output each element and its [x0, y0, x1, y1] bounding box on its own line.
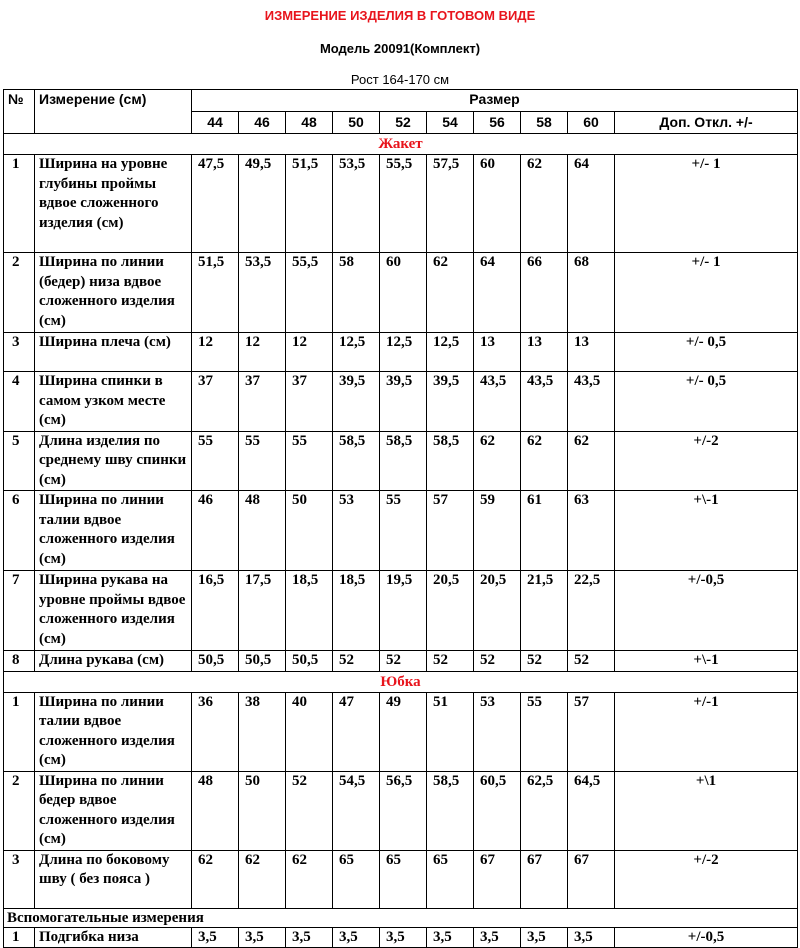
- measurement-value: 59: [474, 491, 521, 571]
- row-number: 3: [4, 333, 35, 372]
- tolerance-value: +/-0,5: [615, 571, 798, 651]
- measurement-value: 38: [239, 692, 286, 771]
- measurement-name: Ширина по линии (бедер) низа вдвое сложенного изделия (см): [35, 253, 192, 333]
- measurement-value: 68: [568, 253, 615, 333]
- measurement-value: 37: [239, 372, 286, 432]
- measurement-value: 47: [333, 692, 380, 771]
- measurement-value: 60: [380, 253, 427, 333]
- tolerance-value: +\-1: [615, 491, 798, 571]
- row-number: 2: [4, 771, 35, 850]
- measurement-value: 43,5: [568, 372, 615, 432]
- measurement-value: 12: [286, 333, 333, 372]
- table-row: [4, 571, 798, 651]
- size-header: 50: [333, 112, 380, 134]
- measurement-value: 60: [474, 155, 521, 253]
- column-header-no: №: [4, 90, 35, 134]
- size-header: 58: [521, 112, 568, 134]
- measurement-value: 3,5: [333, 927, 380, 948]
- measurement-value: 55,5: [286, 253, 333, 333]
- measurement-value: 3,5: [239, 927, 286, 948]
- measurement-value: 67: [568, 850, 615, 908]
- measurement-value: 47,5: [192, 155, 239, 253]
- measurement-value: 56,5: [380, 771, 427, 850]
- tolerance-value: +/-1: [615, 692, 798, 771]
- measurement-value: 62,5: [521, 771, 568, 850]
- measurement-value: 52: [521, 651, 568, 672]
- measurement-value: 64: [568, 155, 615, 253]
- measurement-value: 3,5: [474, 927, 521, 948]
- size-header: 52: [380, 112, 427, 134]
- measurement-value: 62: [568, 431, 615, 491]
- tolerance-value: +/-2: [615, 850, 798, 908]
- table-row: [4, 771, 798, 850]
- measurement-value: 52: [286, 771, 333, 850]
- measurement-value: 50,5: [239, 651, 286, 672]
- measurement-name: Ширина по линии талии вдвое сложенного изделия (см): [35, 491, 192, 571]
- measurement-value: 58,5: [427, 431, 474, 491]
- size-header: 44: [192, 112, 239, 134]
- row-number: 1: [4, 927, 35, 948]
- measurement-value: 55: [192, 431, 239, 491]
- measurement-value: 39,5: [427, 372, 474, 432]
- measurement-name: Ширина на уровне глубины проймы вдвое сложенного изделия (см): [35, 155, 192, 253]
- measurement-value: 58,5: [427, 771, 474, 850]
- size-header: 56: [474, 112, 521, 134]
- measurement-value: 12,5: [333, 333, 380, 372]
- measurement-value: 52: [568, 651, 615, 672]
- measurement-value: 50: [286, 491, 333, 571]
- measurement-value: 39,5: [333, 372, 380, 432]
- measurement-value: 65: [427, 850, 474, 908]
- table-row: [4, 253, 798, 333]
- table-row: [4, 491, 798, 571]
- row-number: 2: [4, 253, 35, 333]
- measurement-value: 64: [474, 253, 521, 333]
- measurement-value: 51,5: [192, 253, 239, 333]
- measurement-value: 65: [333, 850, 380, 908]
- table-row: [4, 372, 798, 432]
- tolerance-value: +\1: [615, 771, 798, 850]
- table-row: [4, 333, 798, 372]
- row-number: 4: [4, 372, 35, 432]
- table-row: [4, 651, 798, 672]
- measurement-value: 3,5: [192, 927, 239, 948]
- measurement-value: 3,5: [521, 927, 568, 948]
- measurement-name: Ширина по линии бедер вдвое сложенного изделия (см): [35, 771, 192, 850]
- measurement-value: 16,5: [192, 571, 239, 651]
- measurement-value: 18,5: [286, 571, 333, 651]
- size-header: 48: [286, 112, 333, 134]
- size-header: 54: [427, 112, 474, 134]
- measurement-value: 3,5: [427, 927, 474, 948]
- measurement-value: 52: [333, 651, 380, 672]
- measurement-value: 62: [427, 253, 474, 333]
- measurement-value: 50: [239, 771, 286, 850]
- measurement-value: 48: [239, 491, 286, 571]
- section-title: Жакет: [4, 134, 798, 155]
- measurement-value: 48: [192, 771, 239, 850]
- measurement-value: 52: [427, 651, 474, 672]
- measurement-value: 20,5: [427, 571, 474, 651]
- measurement-value: 55: [286, 431, 333, 491]
- measurement-table: [3, 89, 798, 948]
- measurement-value: 57: [427, 491, 474, 571]
- measurement-value: 39,5: [380, 372, 427, 432]
- aux-table-row: [4, 927, 798, 948]
- measurement-value: 58: [333, 253, 380, 333]
- measurement-value: 57: [568, 692, 615, 771]
- measurement-name: Ширина плеча (см): [35, 333, 192, 372]
- measurement-value: 37: [192, 372, 239, 432]
- table-row: [4, 431, 798, 491]
- measurement-value: 62: [286, 850, 333, 908]
- measurement-value: 53,5: [239, 253, 286, 333]
- measurement-value: 13: [474, 333, 521, 372]
- measurement-value: 62: [521, 431, 568, 491]
- measurement-value: 12: [239, 333, 286, 372]
- table-row: [4, 692, 798, 771]
- measurement-value: 55: [380, 491, 427, 571]
- tolerance-value: +/- 0,5: [615, 372, 798, 432]
- measurement-value: 53: [474, 692, 521, 771]
- measurement-value: 18,5: [333, 571, 380, 651]
- measurement-value: 49: [380, 692, 427, 771]
- table-row: [4, 155, 798, 253]
- measurement-value: 51: [427, 692, 474, 771]
- measurement-value: 53,5: [333, 155, 380, 253]
- measurement-value: 46: [192, 491, 239, 571]
- measurement-value: 3,5: [286, 927, 333, 948]
- size-header: 46: [239, 112, 286, 134]
- row-number: 1: [4, 155, 35, 253]
- measurement-value: 40: [286, 692, 333, 771]
- measurement-value: 62: [239, 850, 286, 908]
- row-number: 5: [4, 431, 35, 491]
- measurement-value: 53: [333, 491, 380, 571]
- measurement-value: 55: [521, 692, 568, 771]
- tolerance-value: +\-1: [615, 651, 798, 672]
- row-number: 6: [4, 491, 35, 571]
- measurement-name: Подгибка низа: [35, 927, 192, 948]
- column-header-tolerance: Доп. Откл. +/-: [615, 112, 798, 134]
- measurement-value: 43,5: [521, 372, 568, 432]
- row-number: 7: [4, 571, 35, 651]
- measurement-name: Ширина по линии талии вдвое сложенного изделия (см): [35, 692, 192, 771]
- column-header-size: Размер: [192, 90, 798, 112]
- measurement-value: 50,5: [192, 651, 239, 672]
- measurement-value: 36: [192, 692, 239, 771]
- column-header-measure: Измерение (см): [35, 90, 192, 134]
- measurement-value: 3,5: [380, 927, 427, 948]
- measurement-name: Ширина спинки в самом узком месте (см): [35, 372, 192, 432]
- row-number: 3: [4, 850, 35, 908]
- measurement-value: 13: [521, 333, 568, 372]
- measurement-name: Длина изделия по среднему шву спинки (см): [35, 431, 192, 491]
- measurement-value: 62: [474, 431, 521, 491]
- tolerance-value: +/-0,5: [615, 927, 798, 948]
- measurement-value: 58,5: [380, 431, 427, 491]
- measurement-value: 49,5: [239, 155, 286, 253]
- measurement-value: 67: [474, 850, 521, 908]
- section-title: Юбка: [4, 671, 798, 692]
- measurement-value: 17,5: [239, 571, 286, 651]
- measurement-value: 66: [521, 253, 568, 333]
- measurement-value: 58,5: [333, 431, 380, 491]
- measurement-value: 20,5: [474, 571, 521, 651]
- measurement-value: 64,5: [568, 771, 615, 850]
- measurement-value: 3,5: [568, 927, 615, 948]
- measurement-value: 22,5: [568, 571, 615, 651]
- tolerance-value: +/-2: [615, 431, 798, 491]
- tolerance-value: +/- 1: [615, 155, 798, 253]
- measurement-value: 12: [192, 333, 239, 372]
- measurement-name: Ширина рукава на уровне проймы вдвое сложенного изделия (см): [35, 571, 192, 651]
- tolerance-value: +/- 1: [615, 253, 798, 333]
- measurement-name: Длина рукава (см): [35, 651, 192, 672]
- row-number: 8: [4, 651, 35, 672]
- measurement-value: 12,5: [427, 333, 474, 372]
- measurement-value: 55: [239, 431, 286, 491]
- document-title: ИЗМЕРЕНИЕ ИЗДЕЛИЯ В ГОТОВОМ ВИДЕ: [264, 8, 536, 23]
- measurement-value: 60,5: [474, 771, 521, 850]
- tolerance-value: +/- 0,5: [615, 333, 798, 372]
- aux-section-row: [4, 908, 798, 927]
- size-header: 60: [568, 112, 615, 134]
- measurement-value: 37: [286, 372, 333, 432]
- measurement-value: 67: [521, 850, 568, 908]
- aux-section-title: Вспомогательные измерения: [4, 908, 798, 927]
- measurement-value: 57,5: [427, 155, 474, 253]
- row-number: 1: [4, 692, 35, 771]
- measurement-value: 12,5: [380, 333, 427, 372]
- section-row: [4, 134, 798, 155]
- measurement-value: 52: [380, 651, 427, 672]
- model-name: Модель 20091(Комплект): [319, 41, 481, 56]
- measurement-value: 51,5: [286, 155, 333, 253]
- measurement-value: 63: [568, 491, 615, 571]
- measurement-value: 13: [568, 333, 615, 372]
- measurement-value: 50,5: [286, 651, 333, 672]
- table-row: [4, 850, 798, 908]
- measurement-value: 62: [192, 850, 239, 908]
- measurement-value: 19,5: [380, 571, 427, 651]
- measurement-value: 65: [380, 850, 427, 908]
- section-row: [4, 671, 798, 692]
- growth-range: Рост 164-170 см: [350, 72, 450, 87]
- measurement-value: 54,5: [333, 771, 380, 850]
- measurement-value: 62: [521, 155, 568, 253]
- measurement-value: 21,5: [521, 571, 568, 651]
- measurement-value: 55,5: [380, 155, 427, 253]
- measurement-value: 43,5: [474, 372, 521, 432]
- measurement-value: 52: [474, 651, 521, 672]
- measurement-value: 61: [521, 491, 568, 571]
- measurement-name: Длина по боковому шву ( без пояса ): [35, 850, 192, 908]
